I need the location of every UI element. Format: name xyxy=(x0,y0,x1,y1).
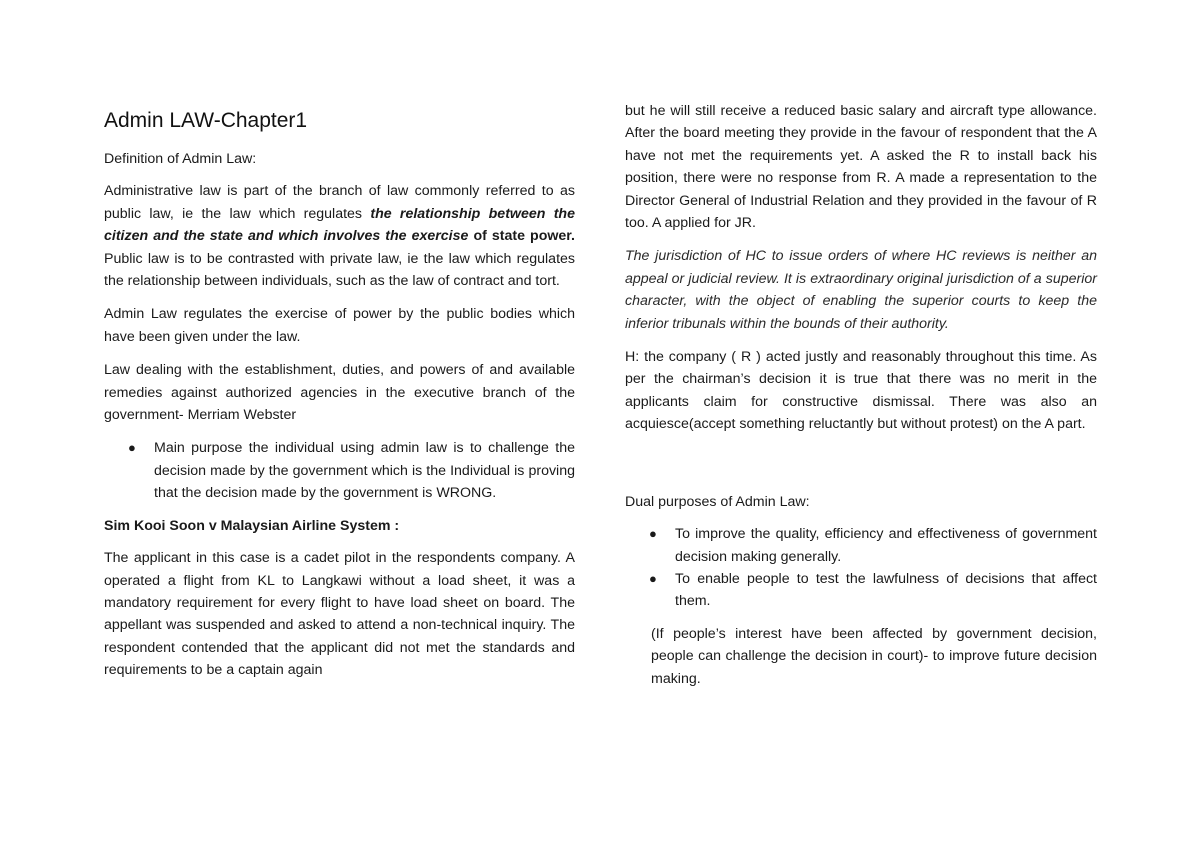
left-column xyxy=(104,100,575,693)
dual-purposes-list xyxy=(625,523,1097,613)
definition-heading: Definition of Admin Law: xyxy=(104,151,257,167)
definition-bold: of state power. xyxy=(468,228,575,245)
definition-text-part1: Administrative law is part of the branch of law commonly referred to as public law, ie the law which regulates xyxy=(104,183,575,222)
definition-paragraph xyxy=(104,180,575,292)
bullet-dot-icon: ● xyxy=(649,570,657,586)
holding-paragraph: H: the company ( R ) acted justly and reasonably throughout this time. As per the chairman’s decision it is true that there was no merit in the applicants claim for constructive dismissal. There was also an acquiesce(accept something reluctantly but without protest) on the A part. xyxy=(625,349,1097,433)
bullet-dot-icon: ● xyxy=(128,440,136,456)
dual-purpose-item xyxy=(625,568,1097,613)
bullet-dot-icon: ● xyxy=(649,526,657,542)
jurisdiction-paragraph: The jurisdiction of HC to issue orders of where HC reviews is neither an appeal or judicial review. It is extraordinary original jurisdiction of a superior character, with the object of enabling the superior courts to keep the inferior tribunals within the bounds of their authority. xyxy=(625,248,1097,332)
definition-text-part2: Public law is to be contrasted with private law, ie the law which regulates the relationship between individuals, such as the law of contract and tort. xyxy=(104,250,575,290)
purpose-bullet-item xyxy=(104,437,575,504)
purpose-bullet-text: Main purpose the individual using admin law is to challenge the decision made by the government which is the Individual is proving that the decision made by the government is WRONG. xyxy=(154,440,575,502)
dual-purposes-heading: Dual purposes of Admin Law: xyxy=(625,493,810,510)
case-title-text: Sim Kooi Soon v Malaysian Airline System xyxy=(104,517,391,534)
closing-paragraph: (If people’s interest have been affected by government decision, people can challenge the decision in court)- to improve future decision making. xyxy=(651,625,1097,687)
case-title xyxy=(104,515,575,537)
dual-purpose-text: To enable people to test the lawfulness of decisions that affect them. xyxy=(675,570,1097,610)
regulation-paragraph: Admin Law regulates the exercise of power by the public bodies which have been given under the law. xyxy=(104,306,575,345)
case-continuation-paragraph: but he will still receive a reduced basic salary and aircraft type allowance. After the board meeting they provide in the favour of respondent that the A have not met the requirements yet. A asked the R to install back his position, there were no response from R. A made a representation to the Director General of Industrial Relation and they provided in the favour of R too. A applied for JR. xyxy=(625,103,1097,232)
section-spacer xyxy=(625,447,1097,491)
dual-purpose-item xyxy=(625,523,1097,568)
case-title-colon: : xyxy=(394,517,400,534)
right-column xyxy=(625,100,1097,701)
purpose-bullet-list xyxy=(104,437,575,504)
document-title: Admin LAW-Chapter1 xyxy=(104,109,308,132)
merriam-webster-paragraph: Law dealing with the establishment, duties, and powers of and available remedies against authorized agencies in the executive branch of the government- Merriam Webster xyxy=(104,362,575,424)
case-facts-paragraph: The applicant in this case is a cadet pilot in the respondents company. A operated a flight from KL to Langkawi without a load sheet, it was a mandatory requirement for every flight to have load sheet on board. The appellant was suspended and asked to attend a non-technical inquiry. The respondent contended that the applicant did not met the standards and requirements to be a captain again xyxy=(104,550,575,679)
definition-emphasis: the relationship between the citizen and the state and which involves the exercise xyxy=(104,205,575,245)
dual-purpose-text: To improve the quality, efficiency and effectiveness of government decision making generally. xyxy=(675,526,1097,565)
